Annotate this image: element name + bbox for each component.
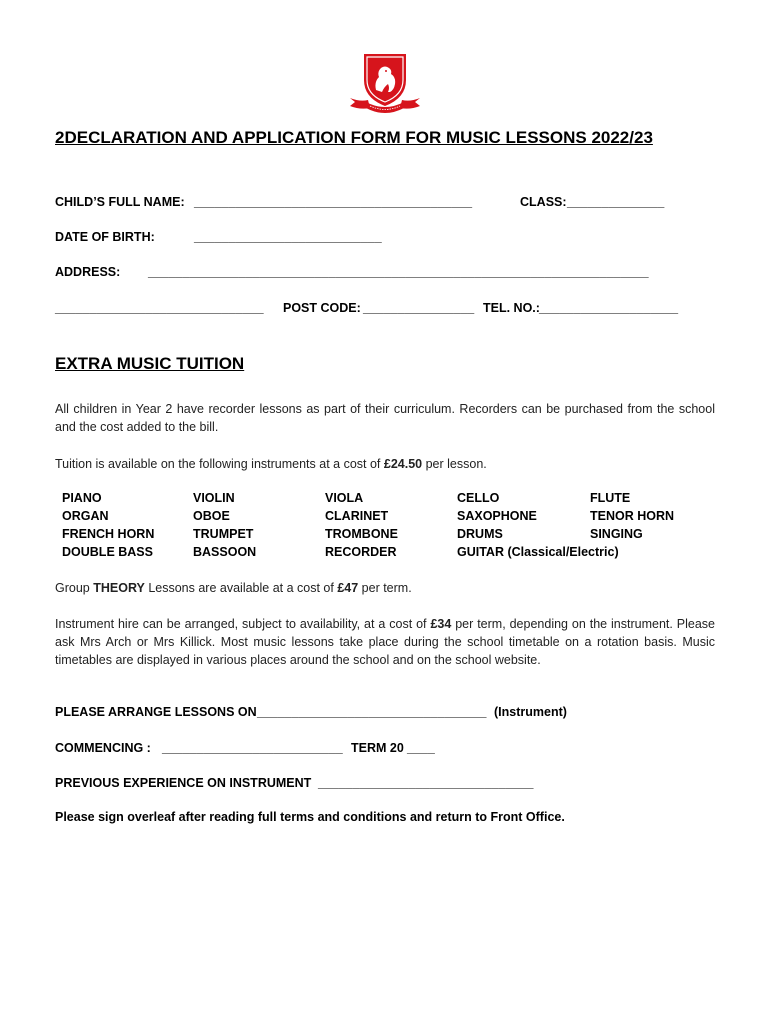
arrange-suffix: (Instrument) [494, 705, 567, 719]
address-line: ________________________________________________________________________ [148, 265, 649, 279]
child-name-line: ________________________________________ [194, 195, 473, 209]
tel-label: TEL. NO.: [483, 301, 540, 315]
return-instruction: Please sign overleaf after reading full terms and conditions and return to Front Office. [55, 810, 565, 824]
theory-price: £47 [337, 581, 359, 595]
theory-before: Group [55, 581, 94, 595]
previous-experience-field[interactable] [318, 776, 534, 790]
arrange-line: _________________________________ [257, 705, 487, 719]
postcode-field[interactable] [363, 301, 474, 315]
postcode-label-wrap [283, 301, 361, 315]
instrument-item: DOUBLE BASS [62, 545, 153, 559]
recorder-paragraph: All children in Year 2 have recorder lessons as part of their curriculum. Recorders can be purchased from the school and the cost added to the bill. [55, 402, 715, 434]
instrument-item: TROMBONE [325, 527, 398, 541]
child-name-label: CHILD’S FULL NAME: [55, 195, 185, 209]
address-line2: ______________________________ [55, 301, 264, 315]
dob-label: DATE OF BIRTH: [55, 230, 155, 244]
section-heading: EXTRA MUSIC TUITION [55, 354, 245, 373]
instrument-item: FRENCH HORN [62, 527, 155, 541]
commencing-row [55, 741, 151, 755]
instrument-item: TRUMPET [193, 527, 254, 541]
arrange-suffix-wrap [494, 705, 567, 719]
instrument-item: TENOR HORN [590, 509, 675, 523]
instrument-column-2 [193, 489, 256, 561]
address-field[interactable] [148, 265, 649, 279]
dob-row [55, 230, 155, 244]
instrument-item: CLARINET [325, 509, 389, 523]
instrument-item: OBOE [193, 509, 230, 523]
address-label: ADDRESS: [55, 265, 121, 279]
form-title: 2DECLARATION AND APPLICATION FORM FOR MUSIC LESSONS 2022/23 [55, 128, 653, 147]
postcode-line: ________________ [363, 301, 475, 315]
instrument-item: GUITAR (Classical/Electric) [457, 545, 619, 559]
instrument-column-3 [325, 489, 398, 561]
class-label: CLASS: [520, 195, 567, 209]
arrange-label: PLEASE ARRANGE LESSONS ON [55, 705, 257, 719]
term-line: ____ [407, 741, 435, 755]
address-row [55, 265, 120, 279]
hire-after: per term, depending on the instrument. Please ask Mrs Arch or Mrs Killick. Most music lessons take place during the school timetable on a rotation basis. Music timetables are displayed in various places around the school and on the school website. [55, 617, 715, 667]
instrument-item: CELLO [457, 491, 500, 505]
child-name-row [55, 195, 185, 209]
tuition-price: £24.50 [383, 457, 423, 471]
instrument-item: VIOLIN [193, 491, 235, 505]
term-label: TERM 20 [351, 741, 404, 755]
commencing-label: COMMENCING : [55, 741, 151, 755]
previous-experience-row [55, 776, 311, 790]
tel-line: ____________________ [539, 301, 679, 315]
instrument-item: SAXOPHONE [457, 509, 537, 523]
commencing-field[interactable] [162, 741, 343, 755]
instrument-item: BASSOON [193, 545, 257, 559]
instrument-item: VIOLA [325, 491, 364, 505]
class-row [520, 195, 567, 209]
child-name-field[interactable] [194, 195, 472, 209]
previous-label: PREVIOUS EXPERIENCE ON INSTRUMENT [55, 776, 312, 790]
postcode-label: POST CODE: [283, 301, 361, 315]
instrument-item: DRUMS [457, 527, 503, 541]
instrument-item: PIANO [62, 491, 102, 505]
dob-line: ___________________________ [194, 230, 382, 244]
tuition-text-after: per lesson. [422, 457, 487, 471]
commencing-line: __________________________ [162, 741, 343, 755]
hire-price: £34 [430, 617, 452, 631]
tuition-text-before: Tuition is available on the following instruments at a cost of [55, 457, 384, 471]
instrument-item: ORGAN [62, 509, 109, 523]
instrument-column-1 [62, 489, 154, 561]
tel-field[interactable] [539, 301, 678, 315]
instrument-item: RECORDER [325, 545, 397, 559]
class-field[interactable] [567, 195, 664, 209]
class-line: ______________ [567, 195, 665, 209]
term-label-wrap [351, 741, 404, 755]
instrument-item: FLUTE [590, 491, 631, 505]
arrange-instrument-field[interactable] [257, 705, 486, 719]
theory-paragraph [55, 579, 715, 597]
hire-paragraph [55, 615, 715, 669]
hire-before: Instrument hire can be arranged, subject to availability, at a cost of [55, 617, 431, 631]
theory-word: THEORY [93, 581, 145, 595]
tuition-paragraph [55, 455, 715, 473]
arrange-lessons-row [55, 705, 257, 719]
previous-line: _______________________________ [318, 776, 534, 790]
term-field[interactable] [407, 741, 435, 755]
dob-field[interactable] [194, 230, 382, 244]
instrument-item: SINGING [590, 527, 643, 541]
tel-label-wrap [483, 301, 540, 315]
theory-middle: Lessons are available at a cost of [144, 581, 338, 595]
school-crest-logo [346, 50, 424, 116]
address-line2-field[interactable] [55, 301, 264, 315]
theory-after: per term. [358, 581, 412, 595]
instrument-column-5 [590, 489, 674, 543]
